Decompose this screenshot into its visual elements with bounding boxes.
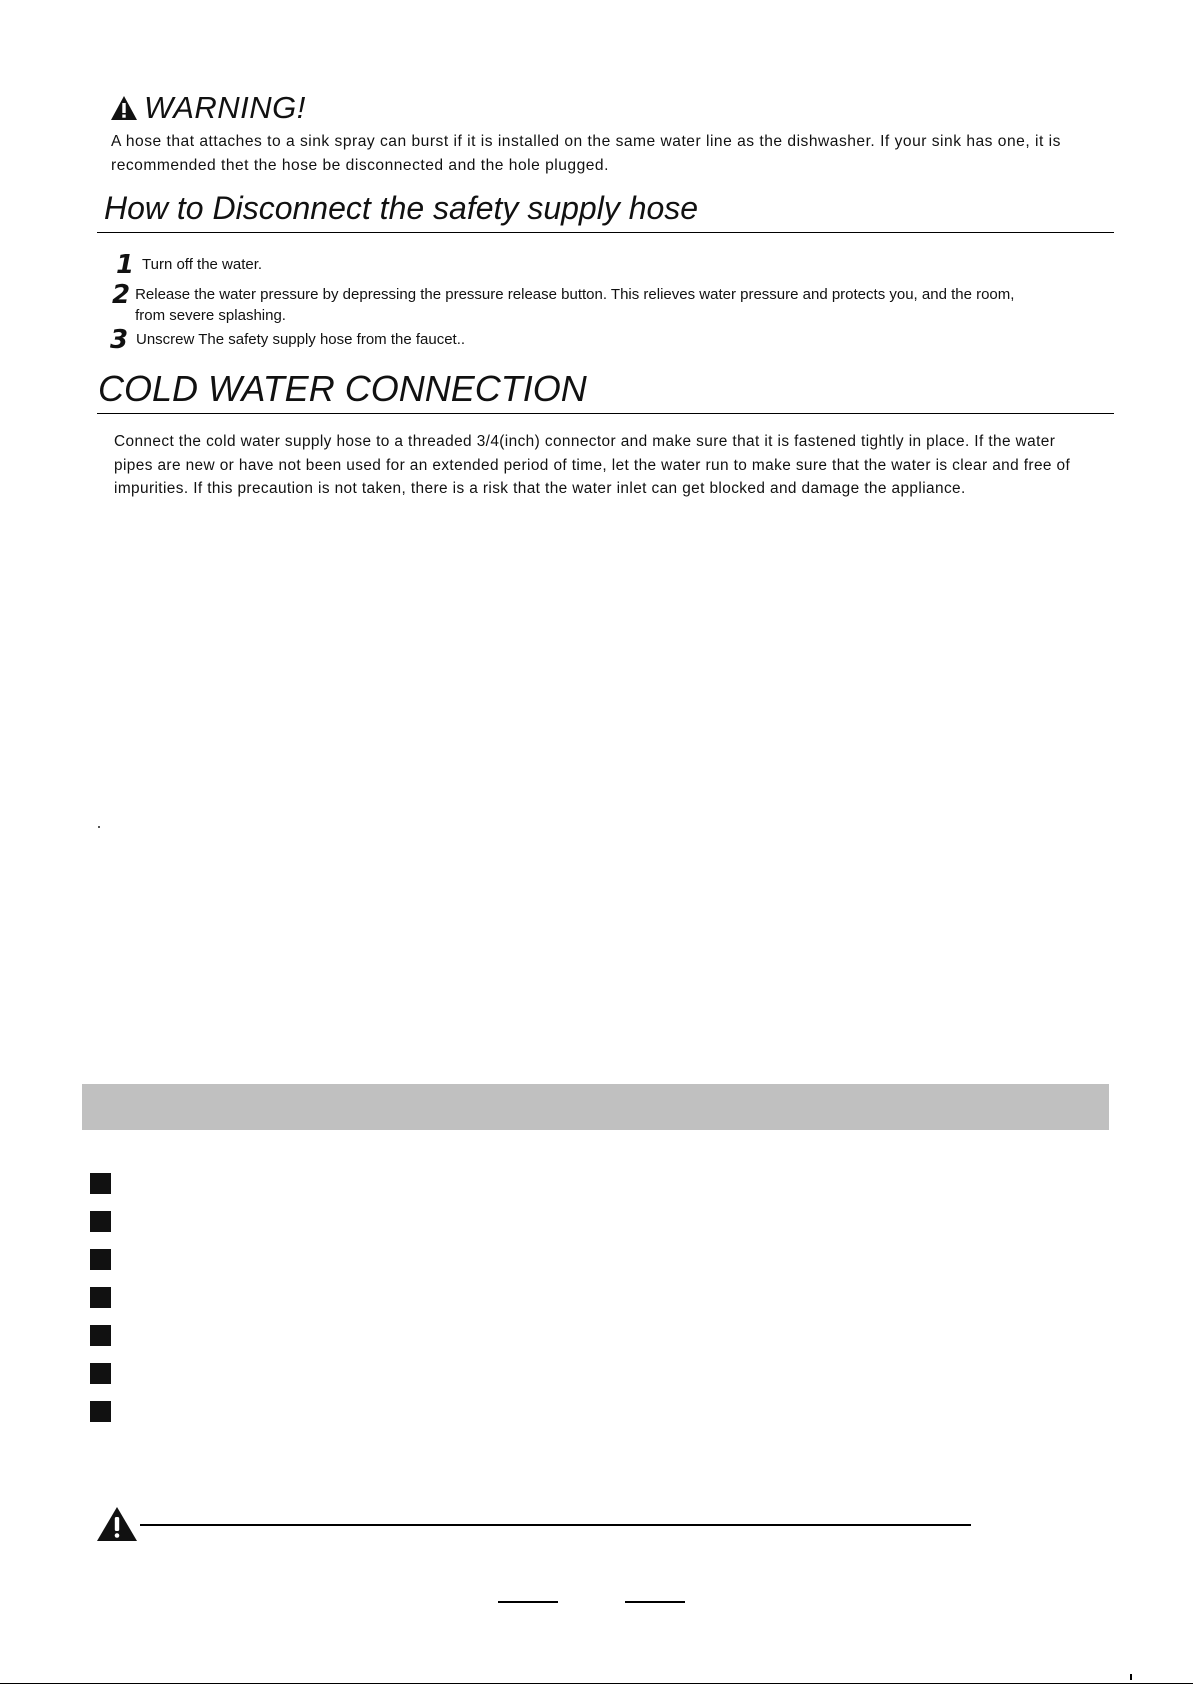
checklist: [90, 1173, 111, 1439]
crop-mark: [1130, 1674, 1132, 1680]
bullet-square: [90, 1211, 111, 1232]
cold-water-divider: [97, 413, 1114, 414]
bullet-square: [90, 1325, 111, 1346]
blank-underline: [625, 1601, 685, 1603]
step-number: 2: [112, 280, 131, 310]
warning-text: A hose that attaches to a sink spray can burst if it is installed on the same water line as the dishwasher. If your sink has one, it is recommended thet the hose be disconnected and the hole plugged.: [111, 133, 1061, 174]
disconnect-heading: How to Disconnect the safety supply hose: [104, 190, 699, 226]
cold-water-heading: COLD WATER CONNECTION: [98, 368, 587, 409]
step-item: [116, 250, 263, 280]
warning-triangle-icon: [110, 95, 138, 121]
step-text: Release the water pressure by depressing the pressure release button. This relieves water pressure and protects you, and the room, from severe splashing.: [135, 286, 1015, 324]
warning-title: WARNING!: [144, 90, 306, 125]
bullet-square: [90, 1363, 111, 1384]
blank-underline: [498, 1601, 558, 1603]
bullet-square: [90, 1287, 111, 1308]
bullet-square: [90, 1249, 111, 1270]
step-number: 1: [116, 250, 135, 280]
page-bottom-edge: [0, 1683, 1193, 1684]
cold-water-text: Connect the cold water supply hose to a threaded 3/4(inch) connector and make sure that it is fastened tightly in place. If the water pipes are new or have not been used for an extended period of time, let the water run to make sure that the water is clear and free of impurities. If this precaution is not taken, there is a risk that the water inlet can get blocked and damage the appliance.: [114, 433, 1071, 497]
step-text: Unscrew The safety supply hose from the faucet..: [136, 331, 466, 348]
warning-heading: [110, 90, 306, 126]
bullet-square: [90, 1401, 111, 1422]
section-header-bar: [82, 1084, 1109, 1130]
step-item: [112, 280, 1032, 326]
disconnect-divider: [97, 232, 1114, 233]
step-number: 3: [110, 325, 129, 355]
caution-divider: [140, 1524, 971, 1526]
stray-dot: [98, 826, 100, 828]
step-text: Turn off the water.: [142, 256, 263, 273]
caution-triangle-icon: [96, 1506, 138, 1542]
step-item: [110, 325, 466, 355]
bullet-square: [90, 1173, 111, 1194]
